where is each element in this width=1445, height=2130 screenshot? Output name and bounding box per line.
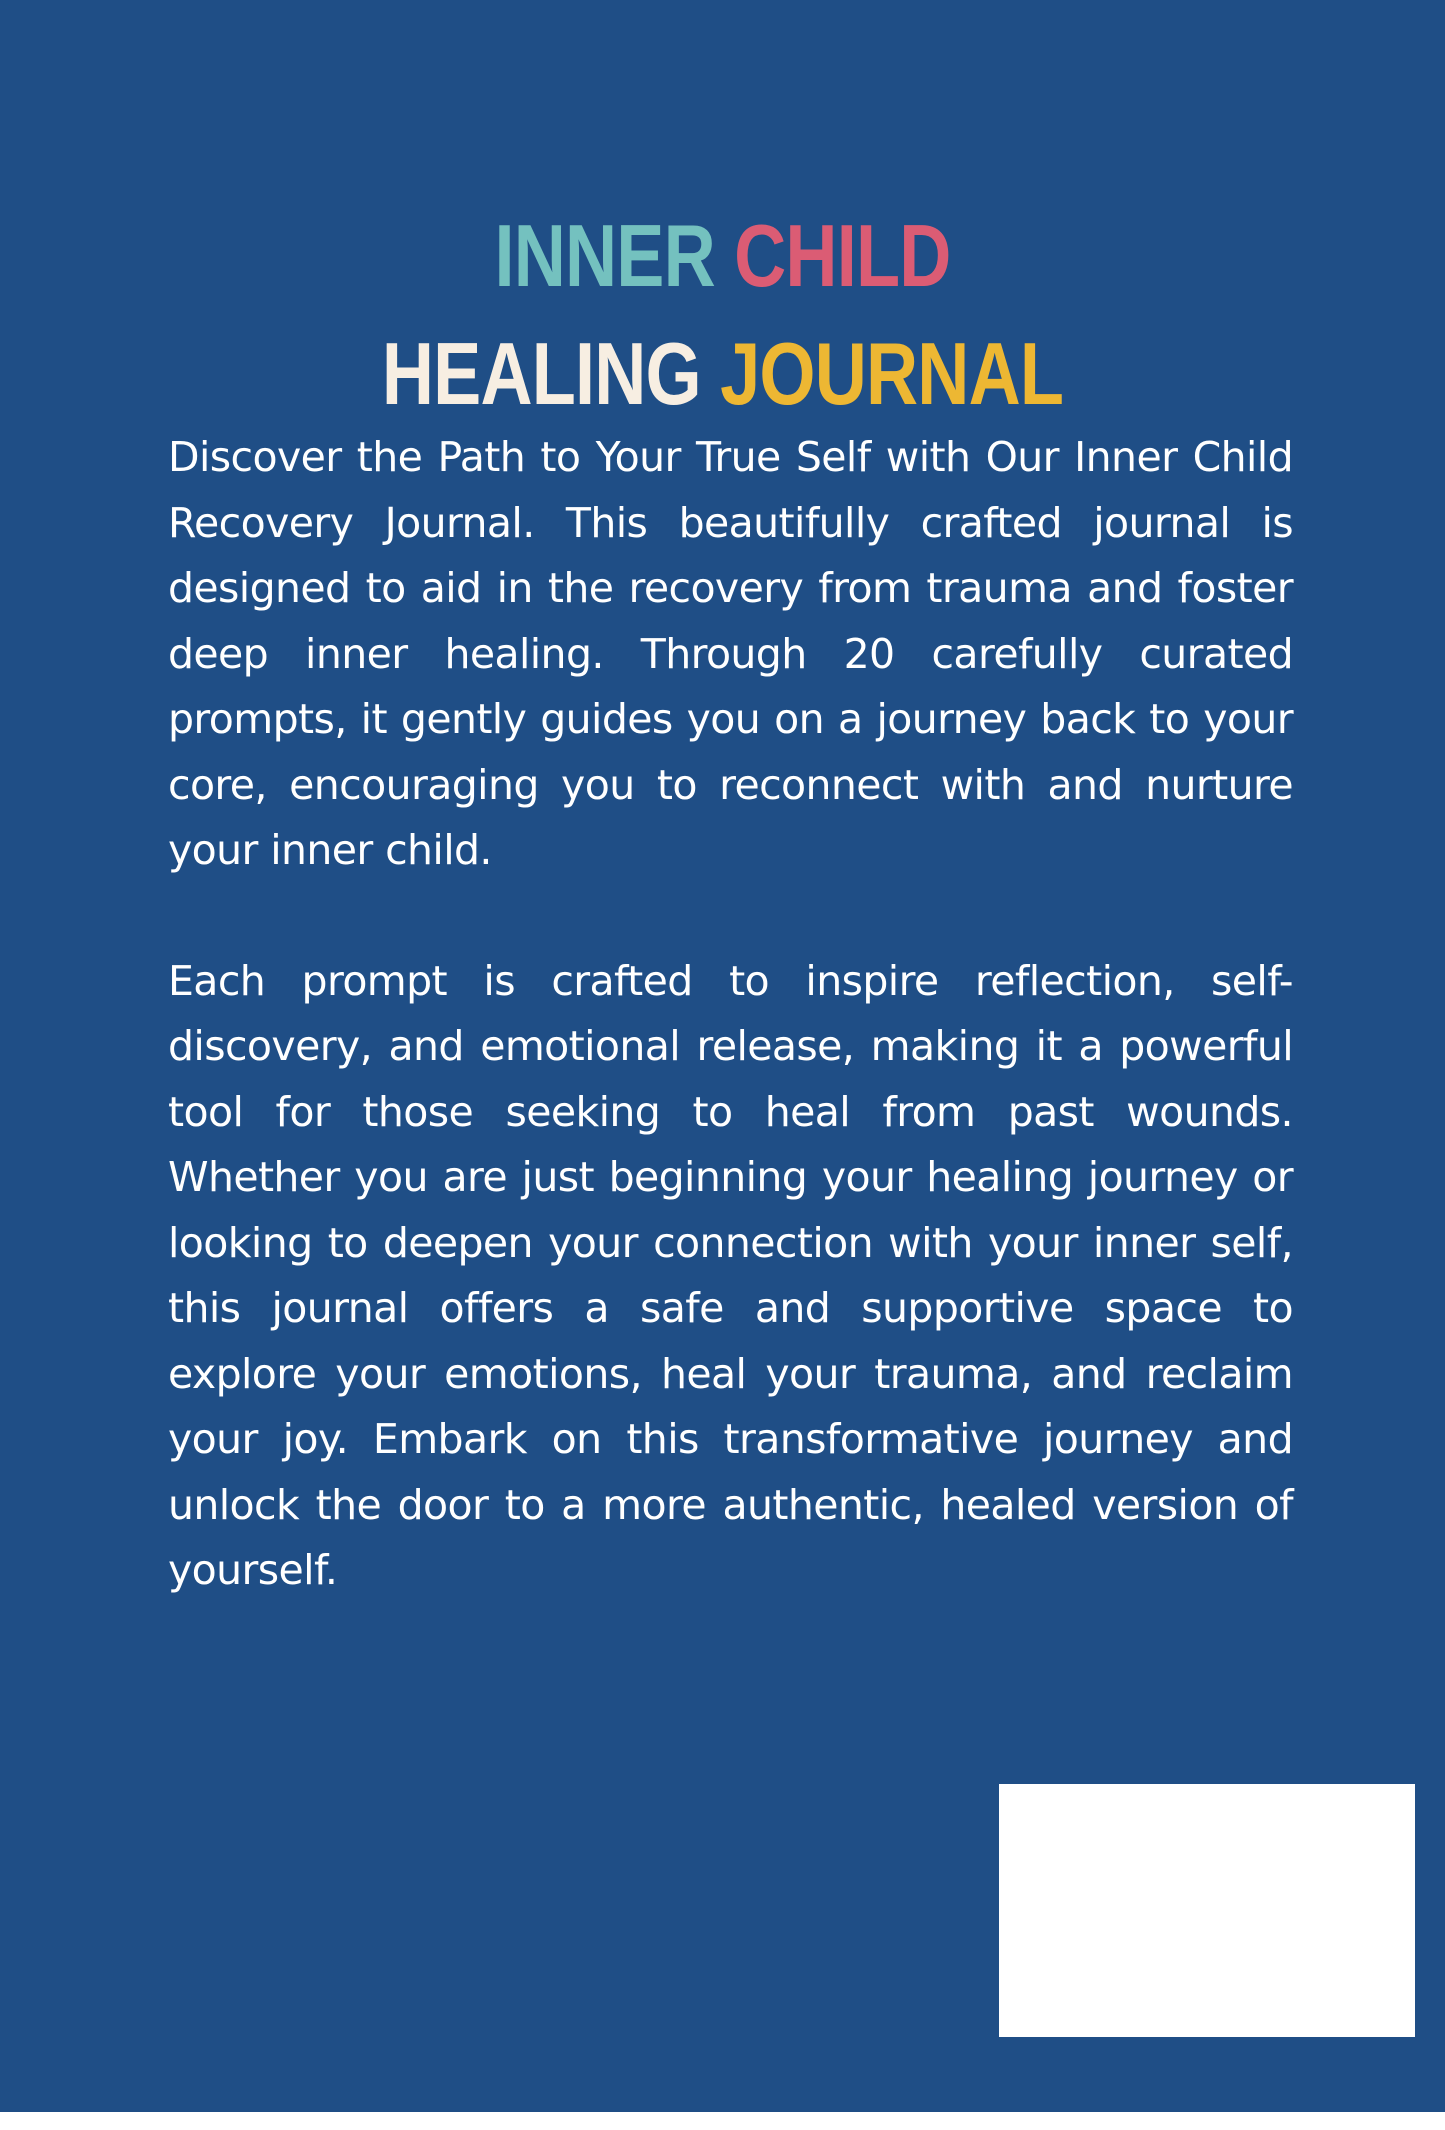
title-word-healing: HEALING (381, 323, 701, 423)
description-paragraph-1: Discover the Path to Your True Self with Our Inner Child Recovery Journal. This beautifully crafted journal is designed to aid in the recovery from trauma and foster deep inner healing. Through 20 carefully curated prompts, it gently guides you on a journey back to your core, encouraging you to reconnect with and nurture your inner child. (168, 433, 1293, 874)
book-description (168, 425, 1293, 1604)
title-line-2 (130, 315, 1315, 433)
description-paragraph-2: Each prompt is crafted to inspire reflection, self-discovery, and emotional release, making it a powerful tool for those seeking to heal from past wounds. Whether you are just beginning your healing journey or looking to deepen your connection with your inner self, this journal offers a safe and supportive space to explore your emotions, heal your trauma, and reclaim your joy. Embark on this transformative journey and unlock the door to a more authentic, healed version of yourself. (168, 956, 1293, 1594)
title-word-inner: INNER (494, 205, 715, 305)
title-line-1 (130, 197, 1315, 315)
book-title (130, 197, 1315, 433)
barcode-placeholder (999, 1784, 1415, 2037)
title-word-child: CHILD (734, 205, 951, 305)
title-word-journal: JOURNAL (720, 323, 1064, 423)
